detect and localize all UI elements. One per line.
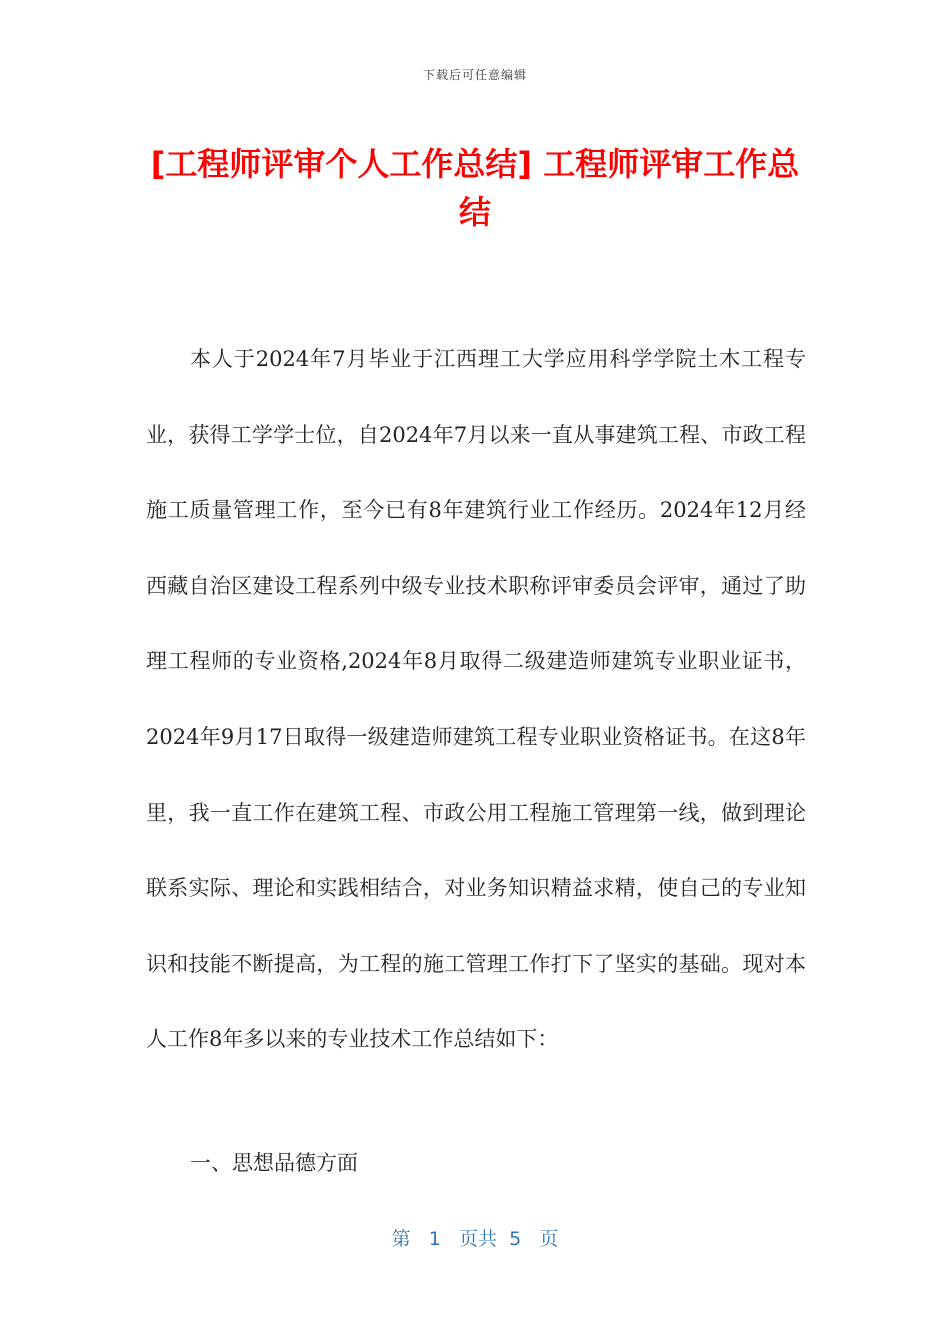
footer-total-pages: 5 [509, 1228, 522, 1250]
footer-suffix: 页 [539, 1228, 559, 1250]
footer-current-page: 1 [428, 1228, 441, 1250]
footer-mid: 页共 [459, 1228, 498, 1250]
footer-prefix: 第 [391, 1228, 411, 1250]
page-footer [0, 1224, 950, 1251]
document-title: [工程师评审个人工作总结] 工程师评审工作总结 [150, 145, 800, 231]
header-note: 下载后可任意编辑 [422, 68, 527, 82]
section-heading: 一、思想品德方面 [190, 1151, 358, 1175]
body-paragraph: 本人于2024年7月毕业于江西理工大学应用科学学院土木工程专业，获得工学学士位，自2024年7月以来一直从事建筑工程、市政工程施工质量管理工作，至今已有8年建筑行业工作经历。2024年12月经西藏自治区建设工程系列中级专业技术职称评审委员会评审，通过了助理工程师的专业资格,2024年8月取得二级建造师建筑专业职业证书，2024年9月17日取得一级建造师建筑工程专业职业资格证书。在这8年里，我一直工作在建筑工程、市政公用工程施工管理第一线，做到理论联系实际、理论和实践相结合，对业务知识精益求精，使自己的专业知识和技能不断提高，为工程的施工管理工作打下了坚实的基础。现对本人工作8年多以来的专业技术工作总结如下： [146, 347, 806, 1052]
